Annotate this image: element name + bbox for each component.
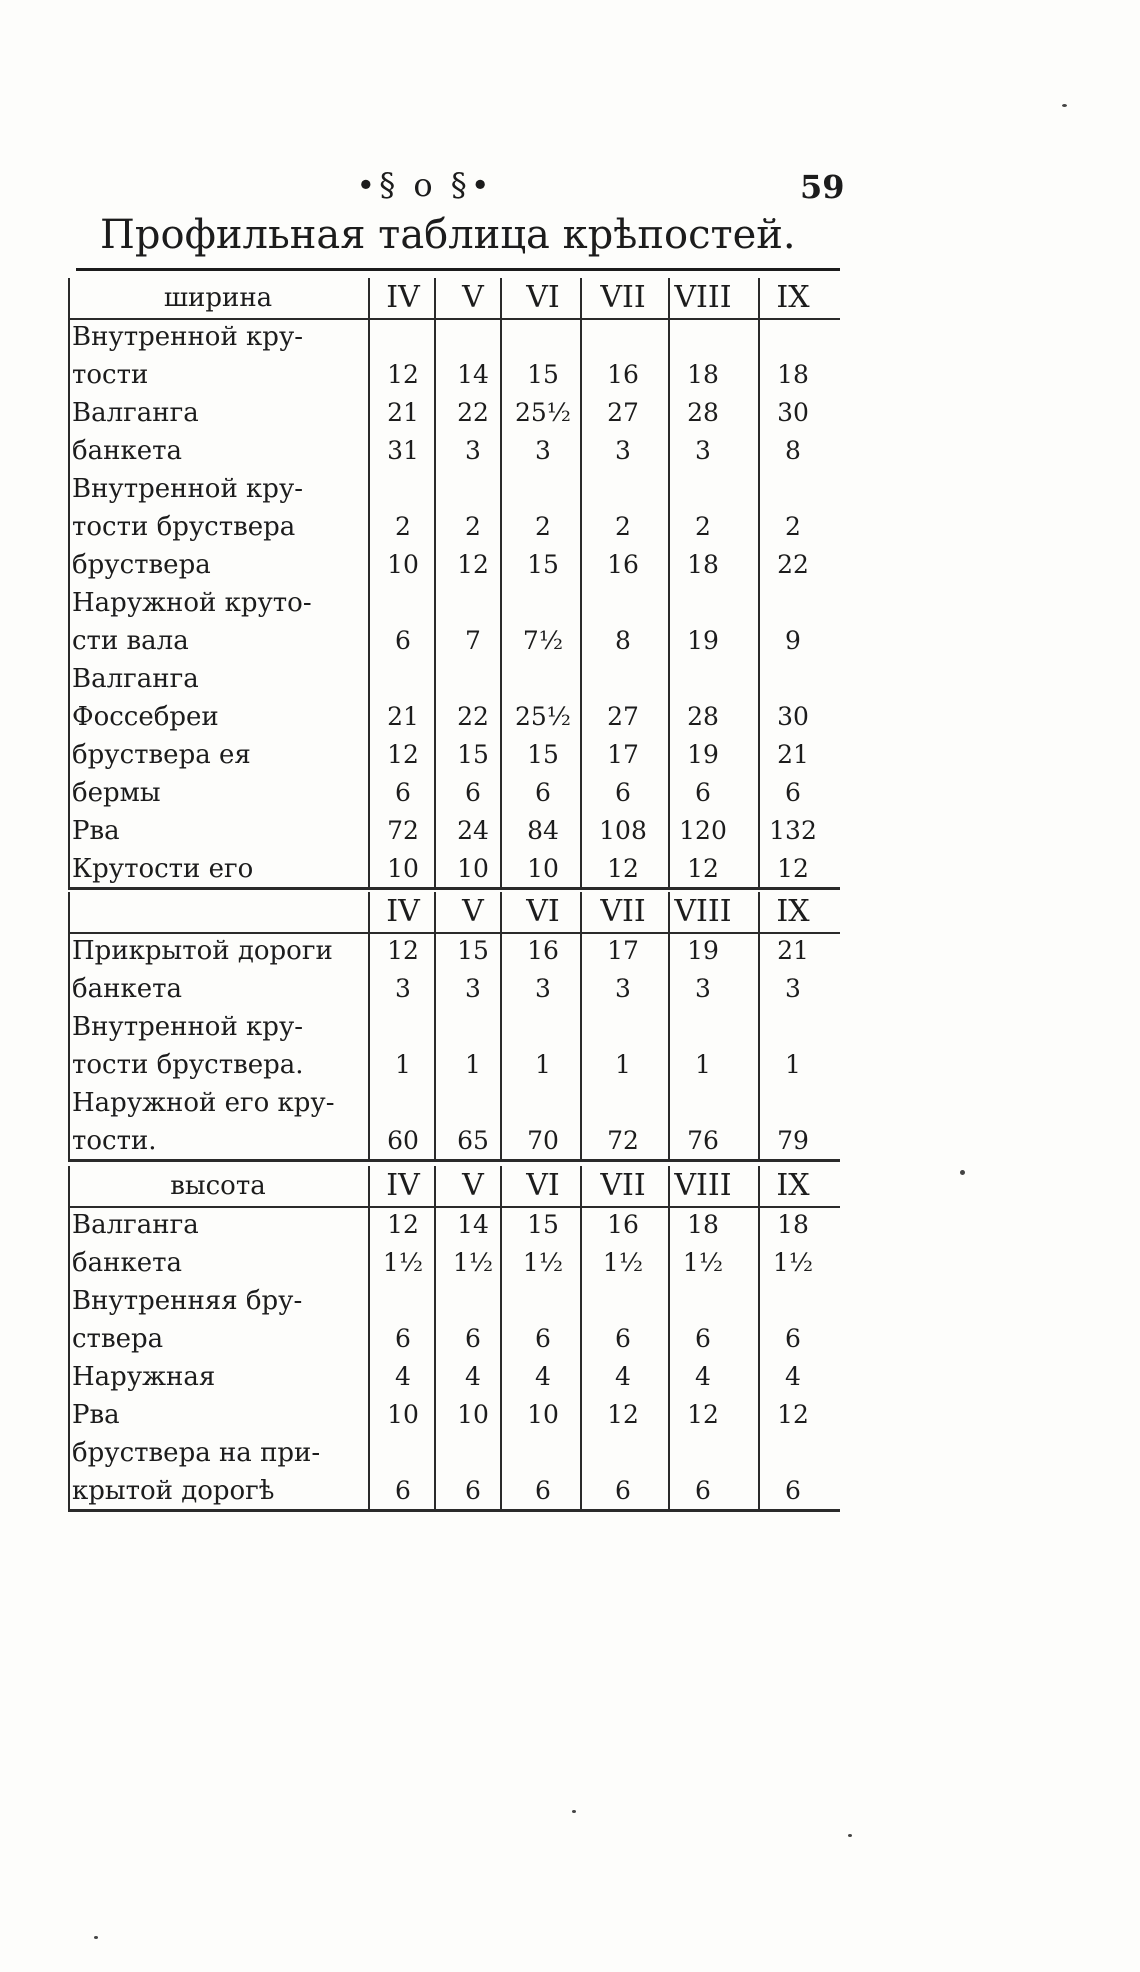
table-cell: 1½ [452,1248,494,1277]
column-rule [758,1166,760,1510]
section-bottom-rule [68,887,840,890]
table-cell: 1 [615,1050,631,1079]
table-cell: 76 [687,1126,719,1155]
column-header: VIII [674,894,732,929]
table-cell: 3 [465,974,481,1003]
table-cell: 2 [535,512,551,541]
table-cell: 4 [785,1362,801,1391]
table-cell: 6 [395,1324,411,1353]
column-header: IV [386,1168,420,1203]
table-cell: 18 [777,360,809,389]
table-cell: 16 [607,1210,639,1239]
table-cell: 27 [607,702,639,731]
header-rule [68,1206,840,1208]
table-cell: 12 [607,854,639,883]
header-ornament: •§ o §• [356,166,494,204]
row-label: бермы [72,778,161,808]
table-cell: 27 [607,398,639,427]
row-label: Валганга [72,1210,199,1240]
row-label: Внутренной кру- [72,474,304,504]
table-row [68,546,840,584]
table-row [68,584,840,622]
table-cell: 70 [527,1126,559,1155]
table-cell: 1½ [772,1248,814,1277]
table-cell: 7 [465,626,481,655]
table-cell: 19 [687,936,719,965]
table-cell: 21 [387,702,419,731]
table-cell: 2 [395,512,411,541]
table-cell: 72 [387,816,419,845]
table-cell: 7½ [522,626,564,655]
table-row [68,850,840,888]
print-speck [572,1810,576,1813]
table-cell: 22 [777,550,809,579]
column-header-row [68,1166,840,1206]
column-header: V [462,280,484,315]
section-bottom-rule [68,1509,840,1512]
row-label: Прикрытой дороги [72,936,333,966]
table-cell: 12 [387,740,419,769]
table-cell: 12 [687,854,719,883]
table-cell: 1½ [382,1248,424,1277]
row-label: крытой дорогѣ [72,1476,275,1506]
table-row [68,1008,840,1046]
table-cell: 3 [395,974,411,1003]
header-rule [68,932,840,934]
row-label: банкета [72,436,183,466]
column-header: IV [386,280,420,315]
table-cell: 6 [465,778,481,807]
table-row [68,470,840,508]
table-cell: 31 [387,436,419,465]
page-title: Профильная таблица крѣпостей. [100,212,796,258]
table-row [68,1434,840,1472]
print-speck [848,1834,852,1837]
table-cell: 12 [777,1400,809,1429]
table-cell: 10 [457,1400,489,1429]
column-header: VIII [674,1168,732,1203]
row-label: Рва [72,1400,120,1430]
table-cell: 3 [695,436,711,465]
table-cell: 6 [785,1324,801,1353]
table-cell: 3 [615,436,631,465]
section-height-table [68,1166,840,1510]
table-cell: 12 [687,1400,719,1429]
table-left-border [68,1166,70,1510]
row-label: банкета [72,1248,183,1278]
table-cell: 18 [777,1210,809,1239]
table-cell: 2 [615,512,631,541]
row-label: Наружной его кру- [72,1088,335,1118]
column-header: IV [386,894,420,929]
column-rule [668,1166,670,1510]
print-speck [94,1936,98,1939]
table-left-border [68,278,70,888]
table-row [68,1122,840,1160]
table-cell: 15 [457,936,489,965]
table-cell: 4 [535,1362,551,1391]
table-cell: 28 [687,398,719,427]
table-cell: 6 [395,626,411,655]
table-cell: 6 [535,778,551,807]
row-label: Крутости его [72,854,254,884]
table-row [68,356,840,394]
table-row [68,1396,840,1434]
header-rule [68,318,840,320]
column-header: IX [776,1168,810,1203]
table-cell: 120 [679,816,727,845]
table-cell: 84 [527,816,559,845]
table-cell: 22 [457,702,489,731]
row-label: Рва [72,816,120,846]
table-row [68,1046,840,1084]
table-cell: 1 [785,1050,801,1079]
table-cell: 12 [387,936,419,965]
table-cell: 4 [395,1362,411,1391]
table-cell: 10 [527,854,559,883]
table-cell: 6 [615,778,631,807]
table-cell: 14 [457,1210,489,1239]
table-cell: 10 [387,1400,419,1429]
table-cell: 17 [607,936,639,965]
table-cell: 8 [785,436,801,465]
table-cell: 2 [695,512,711,541]
table-cell: 6 [695,1476,711,1505]
column-header: VII [600,280,646,315]
table-cell: 16 [527,936,559,965]
table-cell: 22 [457,398,489,427]
table-cell: 3 [785,974,801,1003]
table-cell: 108 [599,816,647,845]
row-label: бруствера ея [72,740,251,770]
table-row [68,736,840,774]
table-row [68,1358,840,1396]
table-row [68,1472,840,1510]
table-cell: 15 [457,740,489,769]
table-cell: 12 [387,360,419,389]
table-cell: 4 [615,1362,631,1391]
column-rule [668,278,670,888]
table-cell: 3 [535,974,551,1003]
table-cell: 6 [695,778,711,807]
column-header: V [462,1168,484,1203]
table-cell: 6 [395,778,411,807]
row-label: бруствера на при- [72,1438,321,1468]
table-cell: 25½ [514,398,572,427]
table-row [68,774,840,812]
section-width-table [68,278,840,888]
column-rule [500,1166,502,1510]
row-label: Валганга [72,664,199,694]
table-cell: 6 [695,1324,711,1353]
column-rule [368,278,370,888]
row-label: бруствера [72,550,211,580]
table-row [68,318,840,356]
table-cell: 10 [387,854,419,883]
table-cell: 18 [687,360,719,389]
table-cell: 4 [465,1362,481,1391]
row-label: тости бруствера [72,512,296,542]
section-heading: ширина [163,283,273,313]
column-rule [434,278,436,888]
table-cell: 15 [527,360,559,389]
table-cell: 30 [777,398,809,427]
row-label: ствера [72,1324,164,1354]
table-cell: 12 [777,854,809,883]
table-cell: 6 [535,1324,551,1353]
section-bottom-rule [68,1159,840,1162]
table-cell: 18 [687,550,719,579]
column-header-row [68,892,840,932]
column-header: VI [526,280,560,315]
column-header: V [462,894,484,929]
title-rule [76,268,840,271]
print-speck [960,1170,965,1175]
table-row [68,812,840,850]
table-cell: 6 [535,1476,551,1505]
table-row [68,932,840,970]
row-label: тости [72,360,149,390]
table-row [68,970,840,1008]
table-cell: 3 [535,436,551,465]
table-cell: 3 [695,974,711,1003]
column-rule [368,1166,370,1510]
column-rule [580,278,582,888]
table-row [68,660,840,698]
table-cell: 6 [785,1476,801,1505]
print-speck [1062,104,1067,107]
column-rule [758,278,760,888]
table-cell: 18 [687,1210,719,1239]
table-cell: 28 [687,702,719,731]
table-cell: 6 [465,1476,481,1505]
table-cell: 1 [395,1050,411,1079]
table-cell: 14 [457,360,489,389]
table-row [68,1244,840,1282]
table-cell: 1 [535,1050,551,1079]
table-row [68,394,840,432]
table-row [68,1084,840,1122]
table-cell: 1 [695,1050,711,1079]
column-header: VI [526,894,560,929]
table-cell: 2 [465,512,481,541]
row-label: сти вала [72,626,189,656]
table-row [68,698,840,736]
row-label: банкета [72,974,183,1004]
table-cell: 10 [387,550,419,579]
row-label: Валганга [72,398,199,428]
table-row [68,1282,840,1320]
table-cell: 25½ [514,702,572,731]
table-cell: 6 [465,1324,481,1353]
table-cell: 65 [457,1126,489,1155]
table-cell: 72 [607,1126,639,1155]
table-cell: 60 [387,1126,419,1155]
table-cell: 15 [527,550,559,579]
table-cell: 21 [777,936,809,965]
table-cell: 10 [527,1400,559,1429]
table-cell: 15 [527,1210,559,1239]
column-header: VII [600,1168,646,1203]
table-cell: 30 [777,702,809,731]
table-cell: 16 [607,550,639,579]
row-label: Внутренной кру- [72,1012,304,1042]
table-cell: 12 [457,550,489,579]
table-cell: 15 [527,740,559,769]
row-label: Фоссебреи [72,702,219,732]
table-cell: 132 [769,816,817,845]
table-cell: 21 [387,398,419,427]
column-header: VIII [674,280,732,315]
table-cell: 17 [607,740,639,769]
column-header-row [68,278,840,318]
table-cell: 21 [777,740,809,769]
row-label: Наружной круто- [72,588,312,618]
table-cell: 6 [395,1476,411,1505]
table-cell: 10 [457,854,489,883]
table-row [68,508,840,546]
section-covered-way-table [68,892,840,1160]
column-rule [500,278,502,888]
page-number: 59 [800,168,845,206]
table-row [68,622,840,660]
table-cell: 19 [687,740,719,769]
table-cell: 8 [615,626,631,655]
table-cell: 19 [687,626,719,655]
table-row [68,1206,840,1244]
table-cell: 1½ [682,1248,724,1277]
table-cell: 6 [615,1476,631,1505]
column-header: VII [600,894,646,929]
table-cell: 6 [785,778,801,807]
row-label: Внутренной кру- [72,322,304,352]
table-cell: 6 [615,1324,631,1353]
table-cell: 1 [465,1050,481,1079]
column-header: VI [526,1168,560,1203]
table-cell: 12 [607,1400,639,1429]
column-rule [580,1166,582,1510]
table-row [68,1320,840,1358]
row-label: тости бруствера. [72,1050,304,1080]
table-cell: 1½ [522,1248,564,1277]
table-cell: 1½ [602,1248,644,1277]
row-label: тости. [72,1126,157,1156]
table-cell: 4 [695,1362,711,1391]
row-label: Внутренняя бру- [72,1286,303,1316]
table-cell: 3 [615,974,631,1003]
section-heading: высота [170,1171,266,1201]
table-cell: 24 [457,816,489,845]
table-cell: 12 [387,1210,419,1239]
column-rule [434,1166,436,1510]
table-cell: 3 [465,436,481,465]
table-cell: 9 [785,626,801,655]
table-cell: 79 [777,1126,809,1155]
table-cell: 16 [607,360,639,389]
column-header: IX [776,894,810,929]
table-cell: 2 [785,512,801,541]
row-label: Наружная [72,1362,216,1392]
column-header: IX [776,280,810,315]
table-row [68,432,840,470]
